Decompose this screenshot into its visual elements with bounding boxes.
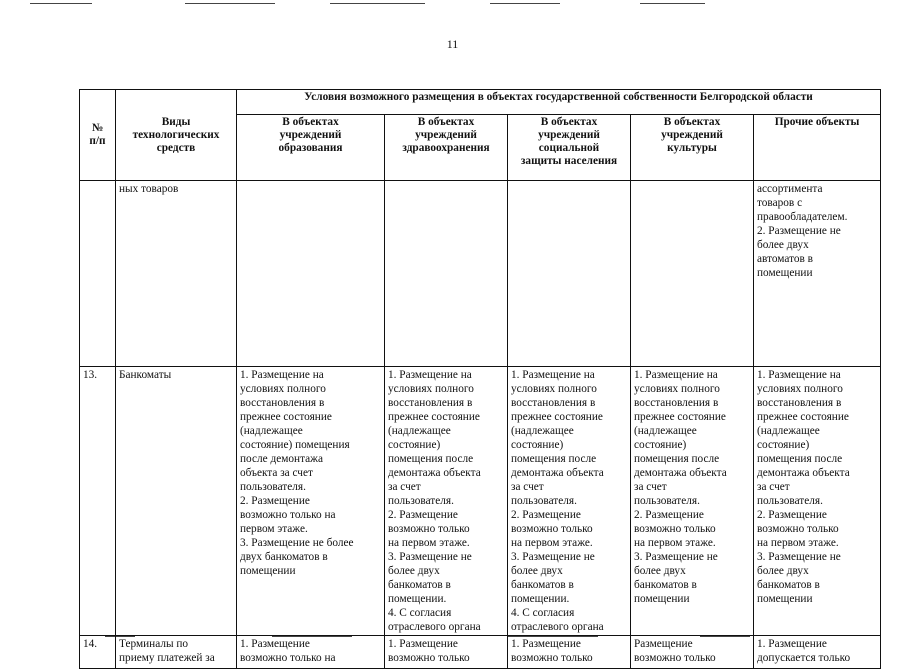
cell-healthcare: 1. Размещение на условиях полного восстановления в прежнее состояние (надлежащее состояние) помещения после демонтажа объекта за счет пользователя. 2. Размещение возможно только на первом этаже. 3. Размещение не более двух банкоматов в помещении. 4. С согласия отраслевого органа xyxy=(385,367,508,636)
placement-conditions-table xyxy=(79,89,881,669)
header-social-protection: В объектах учреждений социальной защиты населения xyxy=(508,115,631,181)
header-other: Прочие объекты xyxy=(754,115,881,181)
cell-education xyxy=(237,181,385,367)
page-number: 11 xyxy=(446,37,459,51)
cell-education: 1. Размещение на условиях полного восстановления в прежнее состояние (надлежащее состояние) помещения после демонтажа объекта за счет пользователя. 2. Размещение возможно только на первом этаже. 3. Размещение не более двух банкоматов в помещении xyxy=(237,367,385,636)
header-healthcare: В объектах учреждений здравоохранения xyxy=(385,115,508,181)
header-row-1 xyxy=(80,90,881,115)
cell-social-protection: 1. Размещение на условиях полного восстановления в прежнее состояние (надлежащее состояние) помещения после демонтажа объекта за счет пользователя. 2. Размещение возможно только на первом этаже. 3. Размещение не более двух банкоматов в помещении. 4. С согласия отраслевого органа xyxy=(508,367,631,636)
cell-healthcare: 1. Размещение возможно только xyxy=(385,636,508,669)
header-technology-types: Виды технологических средств xyxy=(116,90,237,181)
cell-other: 1. Размещение на условиях полного восстановления в прежнее состояние (надлежащее состояние) помещения после демонтажа объекта за счет пользователя. 2. Размещение возможно только на первом этаже. 3. Размещение не более двух банкоматов в помещении xyxy=(754,367,881,636)
row-number: 13. xyxy=(80,367,116,636)
cell-other: ассортимента товаров с правообладателем. 2. Размещение не более двух автоматов в помещении xyxy=(754,181,881,367)
row-type: Банкоматы xyxy=(116,367,237,636)
scan-mark-top-3 xyxy=(330,3,425,4)
row-type: ных товаров xyxy=(116,181,237,367)
cell-social-protection: 1. Размещение возможно только xyxy=(508,636,631,669)
scan-mark-top-1 xyxy=(30,3,92,4)
cell-social-protection xyxy=(508,181,631,367)
header-culture: В объектах учреждений культуры xyxy=(631,115,754,181)
row-number xyxy=(80,181,116,367)
row-number: 14. xyxy=(80,636,116,669)
header-placement-conditions: Условия возможного размещения в объектах государственной собственности Белгородской области xyxy=(237,90,881,115)
table-row xyxy=(80,181,881,367)
cell-culture: Размещение возможно только xyxy=(631,636,754,669)
scan-mark-top-2 xyxy=(185,3,275,4)
scan-mark-top-5 xyxy=(640,3,705,4)
table-row xyxy=(80,636,881,669)
cell-other: 1. Размещение допускается только xyxy=(754,636,881,669)
cell-education: 1. Размещение возможно только на xyxy=(237,636,385,669)
scan-mark-top-4 xyxy=(490,3,560,4)
table-row xyxy=(80,367,881,636)
header-number: № п/п xyxy=(80,90,116,181)
cell-culture: 1. Размещение на условиях полного восстановления в прежнее состояние (надлежащее состояние) помещения после демонтажа объекта за счет пользователя. 2. Размещение возможно только на первом этаже. 3. Размещение не более двух банкоматов в помещении xyxy=(631,367,754,636)
cell-healthcare xyxy=(385,181,508,367)
row-type: Терминалы по приему платежей за xyxy=(116,636,237,669)
header-education: В объектах учреждений образования xyxy=(237,115,385,181)
cell-culture xyxy=(631,181,754,367)
